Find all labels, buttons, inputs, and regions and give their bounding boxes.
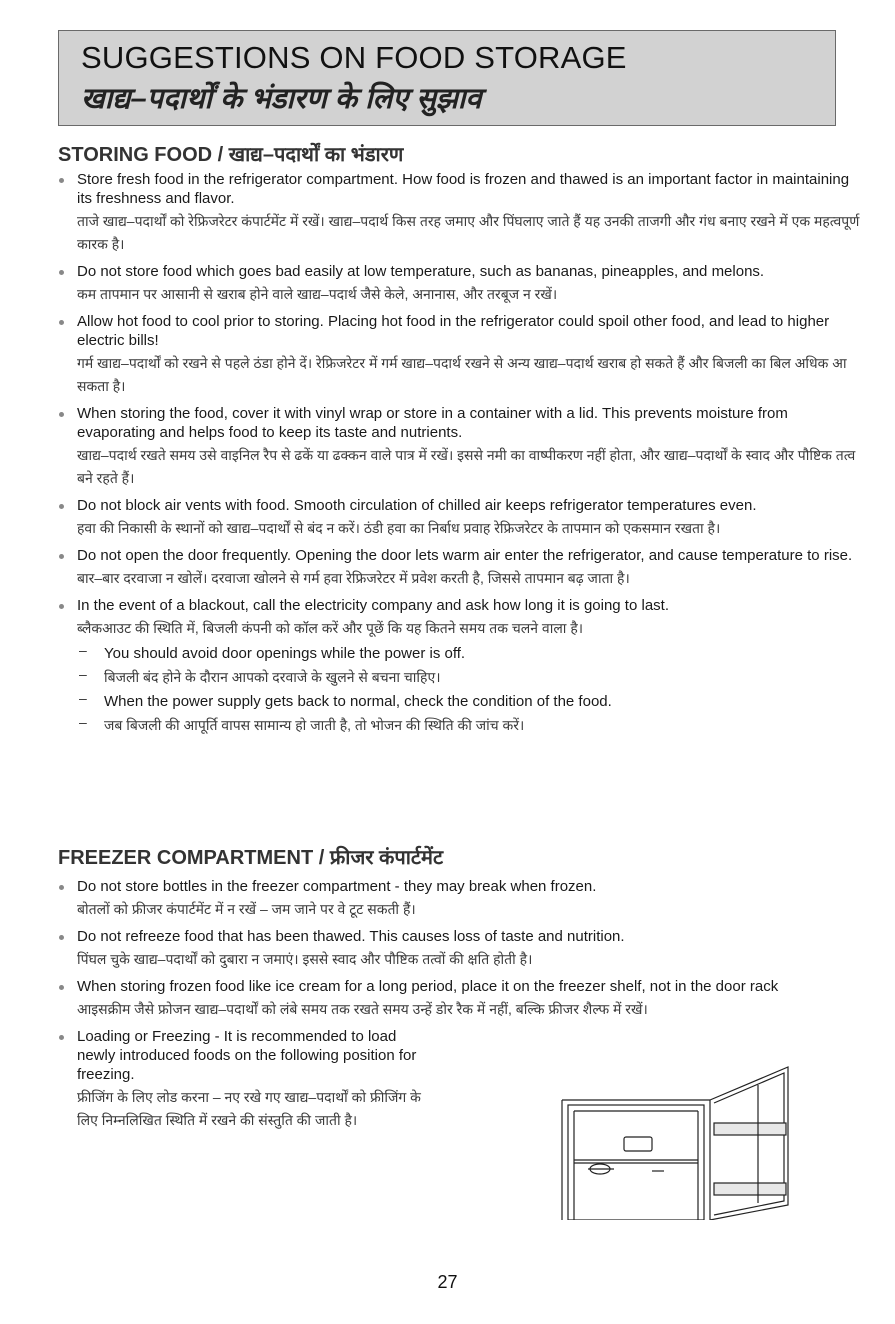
bullet-icon — [59, 1035, 64, 1040]
list-item — [58, 262, 863, 306]
item-text-hi: बोतलों को फ्रीजर कंपार्टमेंट में न रखें – जम जाने पर वे टूट सकती हैं। — [77, 901, 416, 917]
item-text-hi: ब्लैकआउट की स्थिति में, बिजली कंपनी को कॉल करें और पूछें कि यह कितने समय तक चलने वाला है। — [77, 620, 584, 636]
item-text-en: Loading or Freezing - It is recommended to load newly introduced foods on the following position for freezing. — [77, 1028, 417, 1083]
bullet-icon — [59, 412, 64, 417]
item-text-en: When storing frozen food like ice cream for a long period, place it on the freezer shelf, not in the door rack — [77, 978, 779, 995]
item-text-en: Do not store bottles in the freezer compartment - they may break when frozen. — [77, 878, 597, 895]
list-item — [58, 596, 863, 737]
sub-item-text-hi: बिजली बंद होने के दौरान आपको दरवाजे के खुलने से बचना चाहिए। — [104, 669, 441, 685]
item-text-hi: खाद्य–पदार्थ रखते समय उसे वाइनिल रैप से ढकें या ढक्कन वाले पात्र में रखें। इससे नमी का वाष्पीकरण नहीं होता, और खाद्य–पदार्थों के स्वाद और पौष्टिक तत्व बने रहते हैं। — [77, 447, 856, 486]
item-text-en: Do not block air vents with food. Smooth circulation of chilled air keeps refrigerator temperatures even. — [77, 497, 757, 514]
blackout-sub-list — [77, 642, 863, 737]
sub-list-item — [77, 714, 863, 737]
item-text-hi: पिंघल चुके खाद्य–पदार्थों को दुबारा न जमाएं। इससे स्वाद और पौष्टिक तत्वों की क्षति होती है। — [77, 951, 533, 967]
open-freezer-illustration — [560, 1065, 800, 1220]
item-text-hi: कम तापमान पर आसानी से खराब होने वाले खाद्य–पदार्थ जैसे केले, अनानास, और तरबूज न रखें। — [77, 286, 558, 302]
item-text-en: Store fresh food in the refrigerator compartment. How food is frozen and thawed is an important factor in maintaining its freshness and flavor. — [77, 171, 850, 207]
sub-item-text-hi: जब बिजली की आपूर्ति वापस सामान्य हो जाती है, तो भोजन की स्थिति की जांच करें। — [104, 717, 525, 733]
bullet-icon — [59, 985, 64, 990]
list-item — [58, 312, 863, 398]
item-text-hi: गर्म खाद्य–पदार्थों को रखने से पहले ठंडा होने दें। रेफ्रिजरेटर में गर्म खाद्य–पदार्थ रखने से अन्य खाद्य–पदार्थ खराब हो सकते हैं और बिजली का बिल अधिक आ सकता है। — [77, 355, 847, 394]
bullet-icon — [59, 885, 64, 890]
item-text-en: In the event of a blackout, call the electricity company and ask how long it is going to last. — [77, 597, 669, 614]
item-text-en: Do not refreeze food that has been thawed. This causes loss of taste and nutrition. — [77, 928, 625, 945]
list-item — [58, 877, 863, 921]
item-text-hi: आइसक्रीम जैसे फ्रोजन खाद्य–पदार्थों को लंबे समय तक रखते समय उन्हें डोर रैक में नहीं, बल्कि फ्रीजर शैल्फ में रखें। — [77, 1001, 648, 1017]
bullet-icon — [59, 554, 64, 559]
page-title-hindi: खाद्य–पदार्थों के भंडारण के लिए सुझाव — [81, 83, 482, 115]
storing-food-list — [58, 170, 863, 743]
item-text-hi: बार–बार दरवाजा न खोलें। दरवाजा खोलने से गर्म हवा रेफ्रिजरेटर में प्रवेश करती है, जिससे तापमान बढ़ जाता है। — [77, 570, 630, 586]
page-title: SUGGESTIONS ON FOOD STORAGE — [81, 40, 627, 75]
item-text-hi: ताजे खाद्य–पदार्थों को रेफ्रिजरेटर कंपार्टमेंट में रखें। खाद्य–पदार्थ किस तरह जमाए और पिंघलाए जाते हैं यह उनकी ताजगी और गंध बनाए रखने में एक महत्वपूर्ण कारक है। — [77, 213, 860, 252]
dash-icon: – — [79, 714, 87, 730]
item-text-hi: हवा की निकासी के स्थानों को खाद्य–पदार्थों से बंद न करें। ठंडी हवा का निर्बाध प्रवाह रेफ्रिजरेटर के तापमान को एकसमान रखता है। — [77, 520, 721, 536]
section-title-freezer: FREEZER COMPARTMENT / फ्रीजर कंपार्टमेंट — [58, 847, 444, 869]
item-text-en: Allow hot food to cool prior to storing. Placing hot food in the refrigerator could spoil other food, and lead to higher electric bills! — [77, 313, 830, 349]
section-title-storing-food: STORING FOOD / खाद्य–पदार्थों का भंडारण — [58, 144, 404, 166]
dash-icon: – — [79, 690, 87, 706]
title-banner — [58, 30, 836, 126]
dash-icon: – — [79, 642, 87, 658]
list-item — [58, 170, 863, 256]
sub-list-item — [77, 666, 863, 689]
bullet-icon — [59, 504, 64, 509]
list-item — [58, 977, 863, 1021]
sub-item-text-en: When the power supply gets back to normal, check the condition of the food. — [104, 693, 612, 710]
item-text-en: Do not open the door frequently. Opening the door lets warm air enter the refrigerator, and cause temperature to rise. — [77, 547, 853, 564]
bullet-icon — [59, 604, 64, 609]
item-text-en: Do not store food which goes bad easily at low temperature, such as bananas, pineapples, and melons. — [77, 263, 765, 280]
list-item — [58, 496, 863, 540]
sub-list-item — [77, 690, 863, 713]
bullet-icon — [59, 270, 64, 275]
list-item — [58, 546, 863, 590]
sub-item-text-en: You should avoid door openings while the power is off. — [104, 645, 466, 662]
list-item — [58, 927, 863, 971]
item-text-hi: फ्रीजिंग के लिए लोड करना – नए रखे गए खाद्य–पदार्थों को फ्रीजिंग के लिए निम्नलिखित स्थिति में रखने की संस्तुति की जाती है। — [77, 1089, 421, 1128]
item-text-en: When storing the food, cover it with vinyl wrap or store in a container with a lid. This prevents moisture from evaporating and helps food to keep its taste and nutrients. — [77, 405, 788, 441]
bullet-icon — [59, 935, 64, 940]
bullet-icon — [59, 178, 64, 183]
list-item — [58, 404, 863, 490]
bullet-icon — [59, 320, 64, 325]
dash-icon: – — [79, 666, 87, 682]
page-number: 27 — [437, 1272, 458, 1292]
sub-list-item — [77, 642, 863, 665]
